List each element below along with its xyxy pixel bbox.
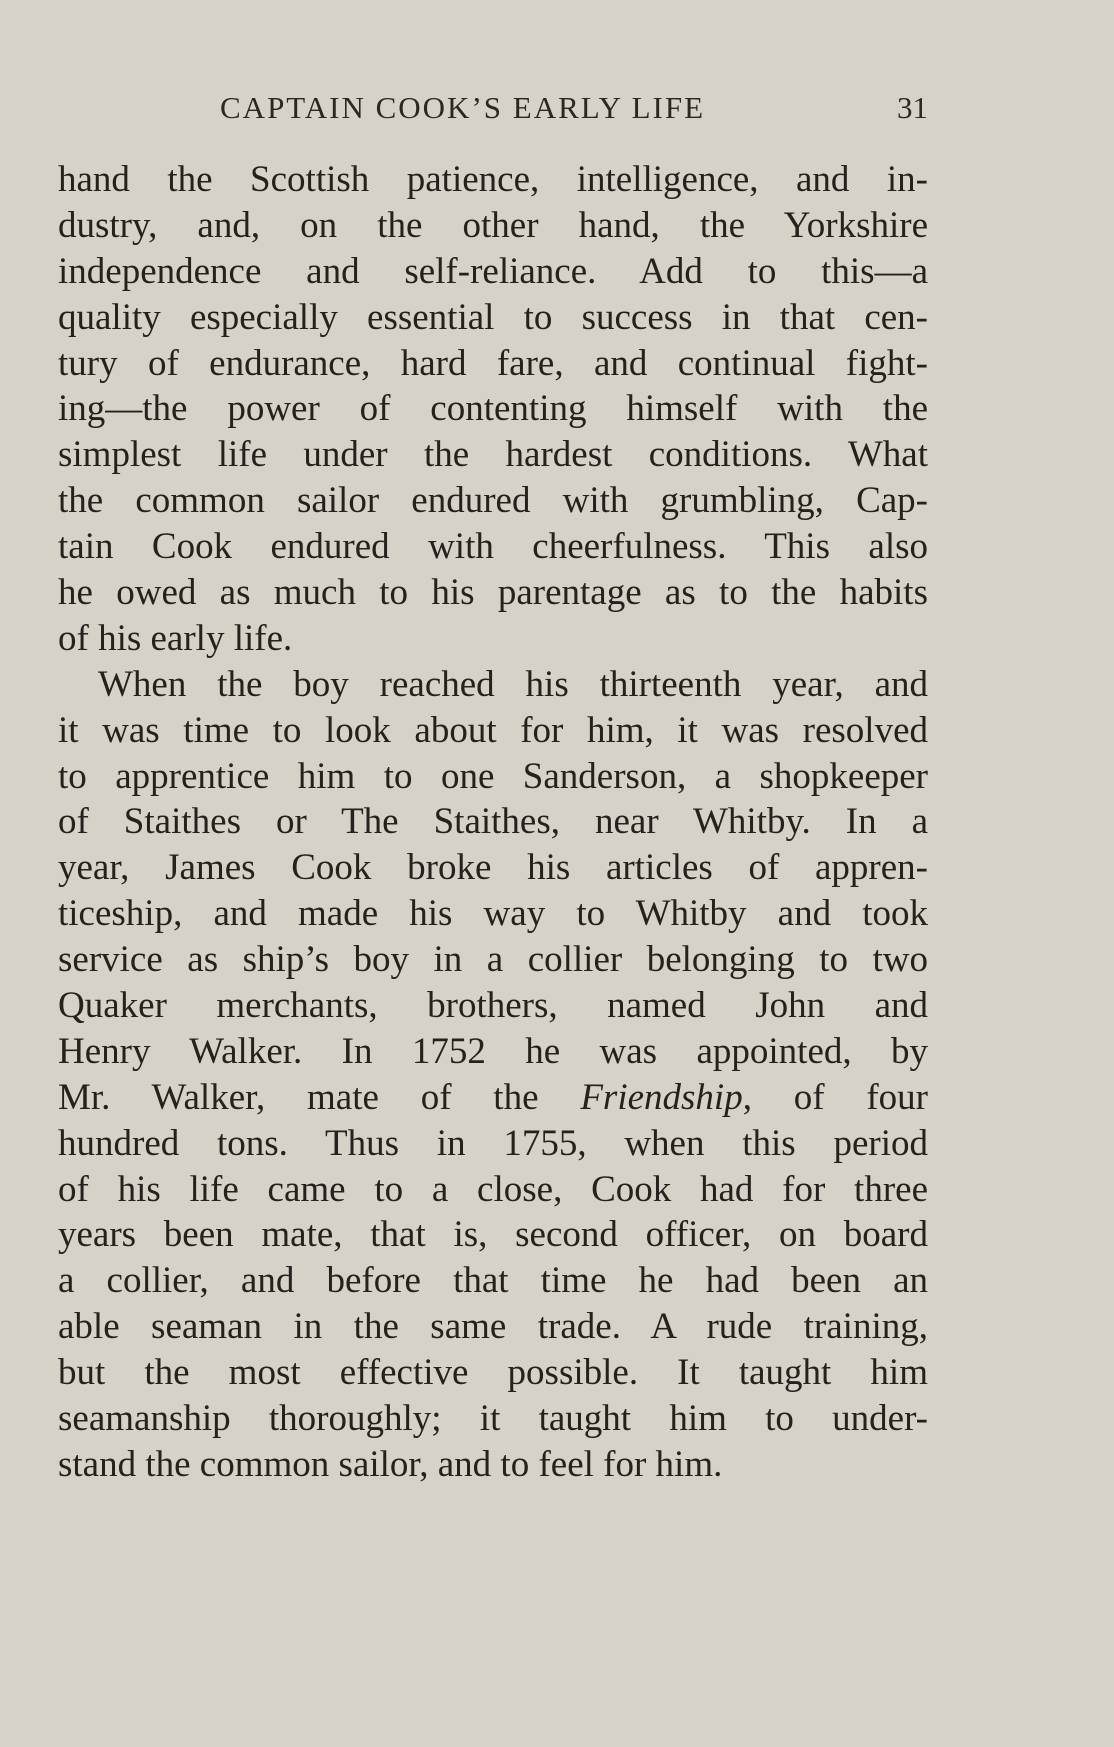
paragraph	[58, 662, 928, 1488]
text-line: years been mate, that is, second officer, on board	[58, 1214, 928, 1256]
text-line: Quaker merchants, brothers, named John and	[58, 985, 928, 1027]
text-line: the common sailor endured with grumbling, Cap-	[58, 480, 928, 522]
text-line: but the most effective possible. It taught him	[58, 1352, 928, 1394]
text-line: stand the common sailor, and to feel for him.	[58, 1443, 723, 1485]
running-title: CAPTAIN COOK’S EARLY LIFE	[220, 90, 706, 125]
text-line-with-ship-name	[58, 1075, 928, 1121]
text-line: ing—the power of contenting himself with the	[58, 388, 928, 430]
body-text	[58, 157, 928, 1488]
running-head	[58, 86, 928, 130]
text-line: seamanship thoroughly; it taught him to under-	[58, 1398, 928, 1440]
text-line: tain Cook endured with cheerfulness. This also	[58, 526, 928, 568]
text-line: a collier, and before that time he had been an	[58, 1260, 928, 1302]
text-line: tury of endurance, hard fare, and continual fight-	[58, 342, 928, 384]
text-line: of his early life.	[58, 617, 293, 659]
text-line: ticeship, and made his way to Whitby and took	[58, 893, 928, 935]
text-line: he owed as much to his parentage as to the habits	[58, 572, 928, 614]
text-line: simplest life under the hardest conditions. What	[58, 434, 928, 476]
paragraph	[58, 157, 928, 662]
text-line: Henry Walker. In 1752 he was appointed, by	[58, 1030, 928, 1072]
text-segment: Mr. Walker, mate of the	[58, 1076, 581, 1118]
text-line: to apprentice him to one Sanderson, a shopkeeper	[58, 755, 928, 797]
text-line: year, James Cook broke his articles of appren-	[58, 847, 928, 889]
ship-name: Friendship	[580, 1076, 743, 1118]
page-number: 31	[897, 90, 928, 125]
text-line: dustry, and, on the other hand, the Yorkshire	[58, 204, 928, 246]
text-line: When the boy reached his thirteenth year, and	[98, 663, 928, 705]
text-line: able seaman in the same trade. A rude training,	[58, 1306, 928, 1348]
text-line: of Staithes or The Staithes, near Whitby. In a	[58, 801, 928, 843]
text-line: it was time to look about for him, it was resolved	[58, 709, 928, 751]
text-line: of his life came to a close, Cook had for three	[58, 1168, 928, 1210]
text-line: quality especially essential to success in that cen-	[58, 296, 928, 338]
text-line: hundred tons. Thus in 1755, when this period	[58, 1122, 928, 1164]
text-line: hand the Scottish patience, intelligence, and in-	[58, 159, 928, 200]
text-segment: , of four	[742, 1076, 928, 1118]
text-line: service as ship’s boy in a collier belonging to two	[58, 939, 928, 981]
text-line: independence and self-reliance. Add to this—a	[58, 250, 928, 292]
